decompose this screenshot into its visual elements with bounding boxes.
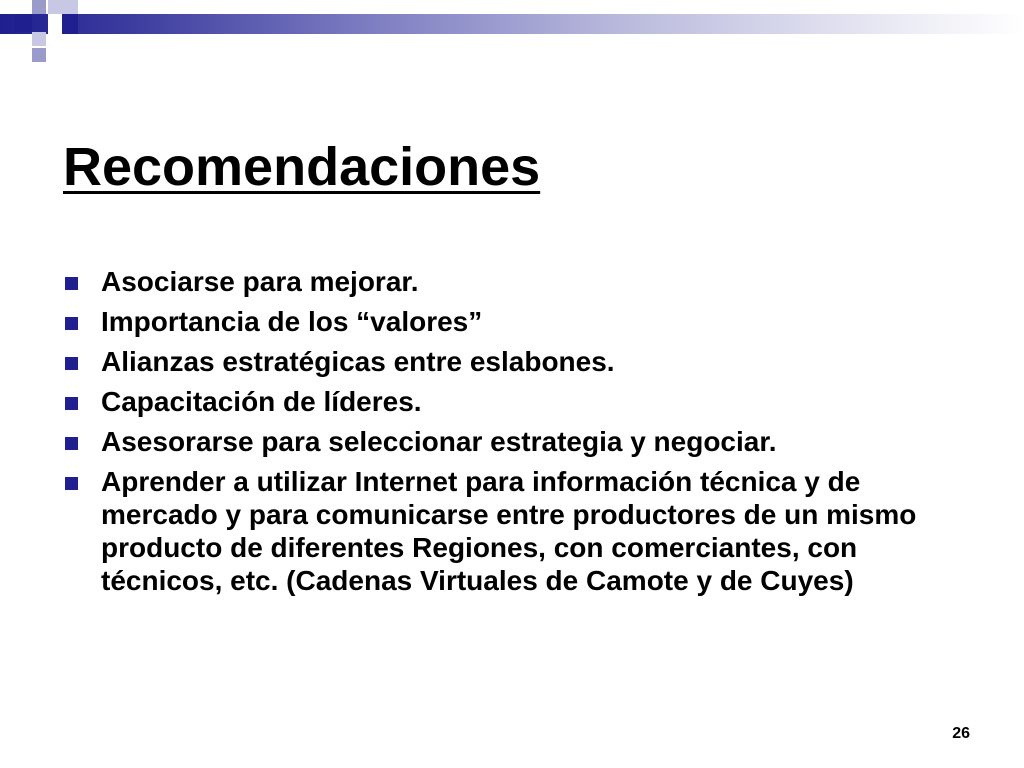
decorative-square <box>14 14 32 32</box>
decorative-square <box>48 0 78 14</box>
bullet-item <box>63 385 963 418</box>
bullet-text: Importancia de los “valores” <box>101 306 483 337</box>
bullet-list <box>63 265 963 604</box>
bullet-text: Alianzas estratégicas entre eslabones. <box>101 346 615 377</box>
square-bullet-icon <box>65 277 78 290</box>
bullet-item <box>63 465 963 597</box>
slide-title: Recomendaciones <box>63 137 541 197</box>
header-gradient-band <box>0 14 1024 34</box>
decorative-square <box>32 32 46 46</box>
bullet-item <box>63 265 963 298</box>
decorative-square <box>62 14 78 34</box>
bullet-item <box>63 425 963 458</box>
square-bullet-icon <box>65 477 78 490</box>
bullet-item <box>63 345 963 378</box>
bullet-item <box>63 305 963 338</box>
bullet-text: Capacitación de líderes. <box>101 386 422 417</box>
square-bullet-icon <box>65 437 78 450</box>
square-bullet-icon <box>65 317 78 330</box>
decorative-square <box>32 48 46 62</box>
decorative-square <box>32 0 46 14</box>
bullet-text: Asociarse para mejorar. <box>101 266 419 297</box>
square-bullet-icon <box>65 357 78 370</box>
page-number: 26 <box>952 725 970 742</box>
square-bullet-icon <box>65 397 78 410</box>
bullet-text: Asesorarse para seleccionar estrategia y negociar. <box>101 426 777 457</box>
decorative-square <box>48 14 62 34</box>
bullet-text: Aprender a utilizar Internet para información técnica y de mercado y para comunicarse entre productores de un mismo producto de diferentes Regiones, con comerciantes, con técnicos, etc. (Cadenas Virtuales de Camote y de Cuyes) <box>101 466 917 596</box>
